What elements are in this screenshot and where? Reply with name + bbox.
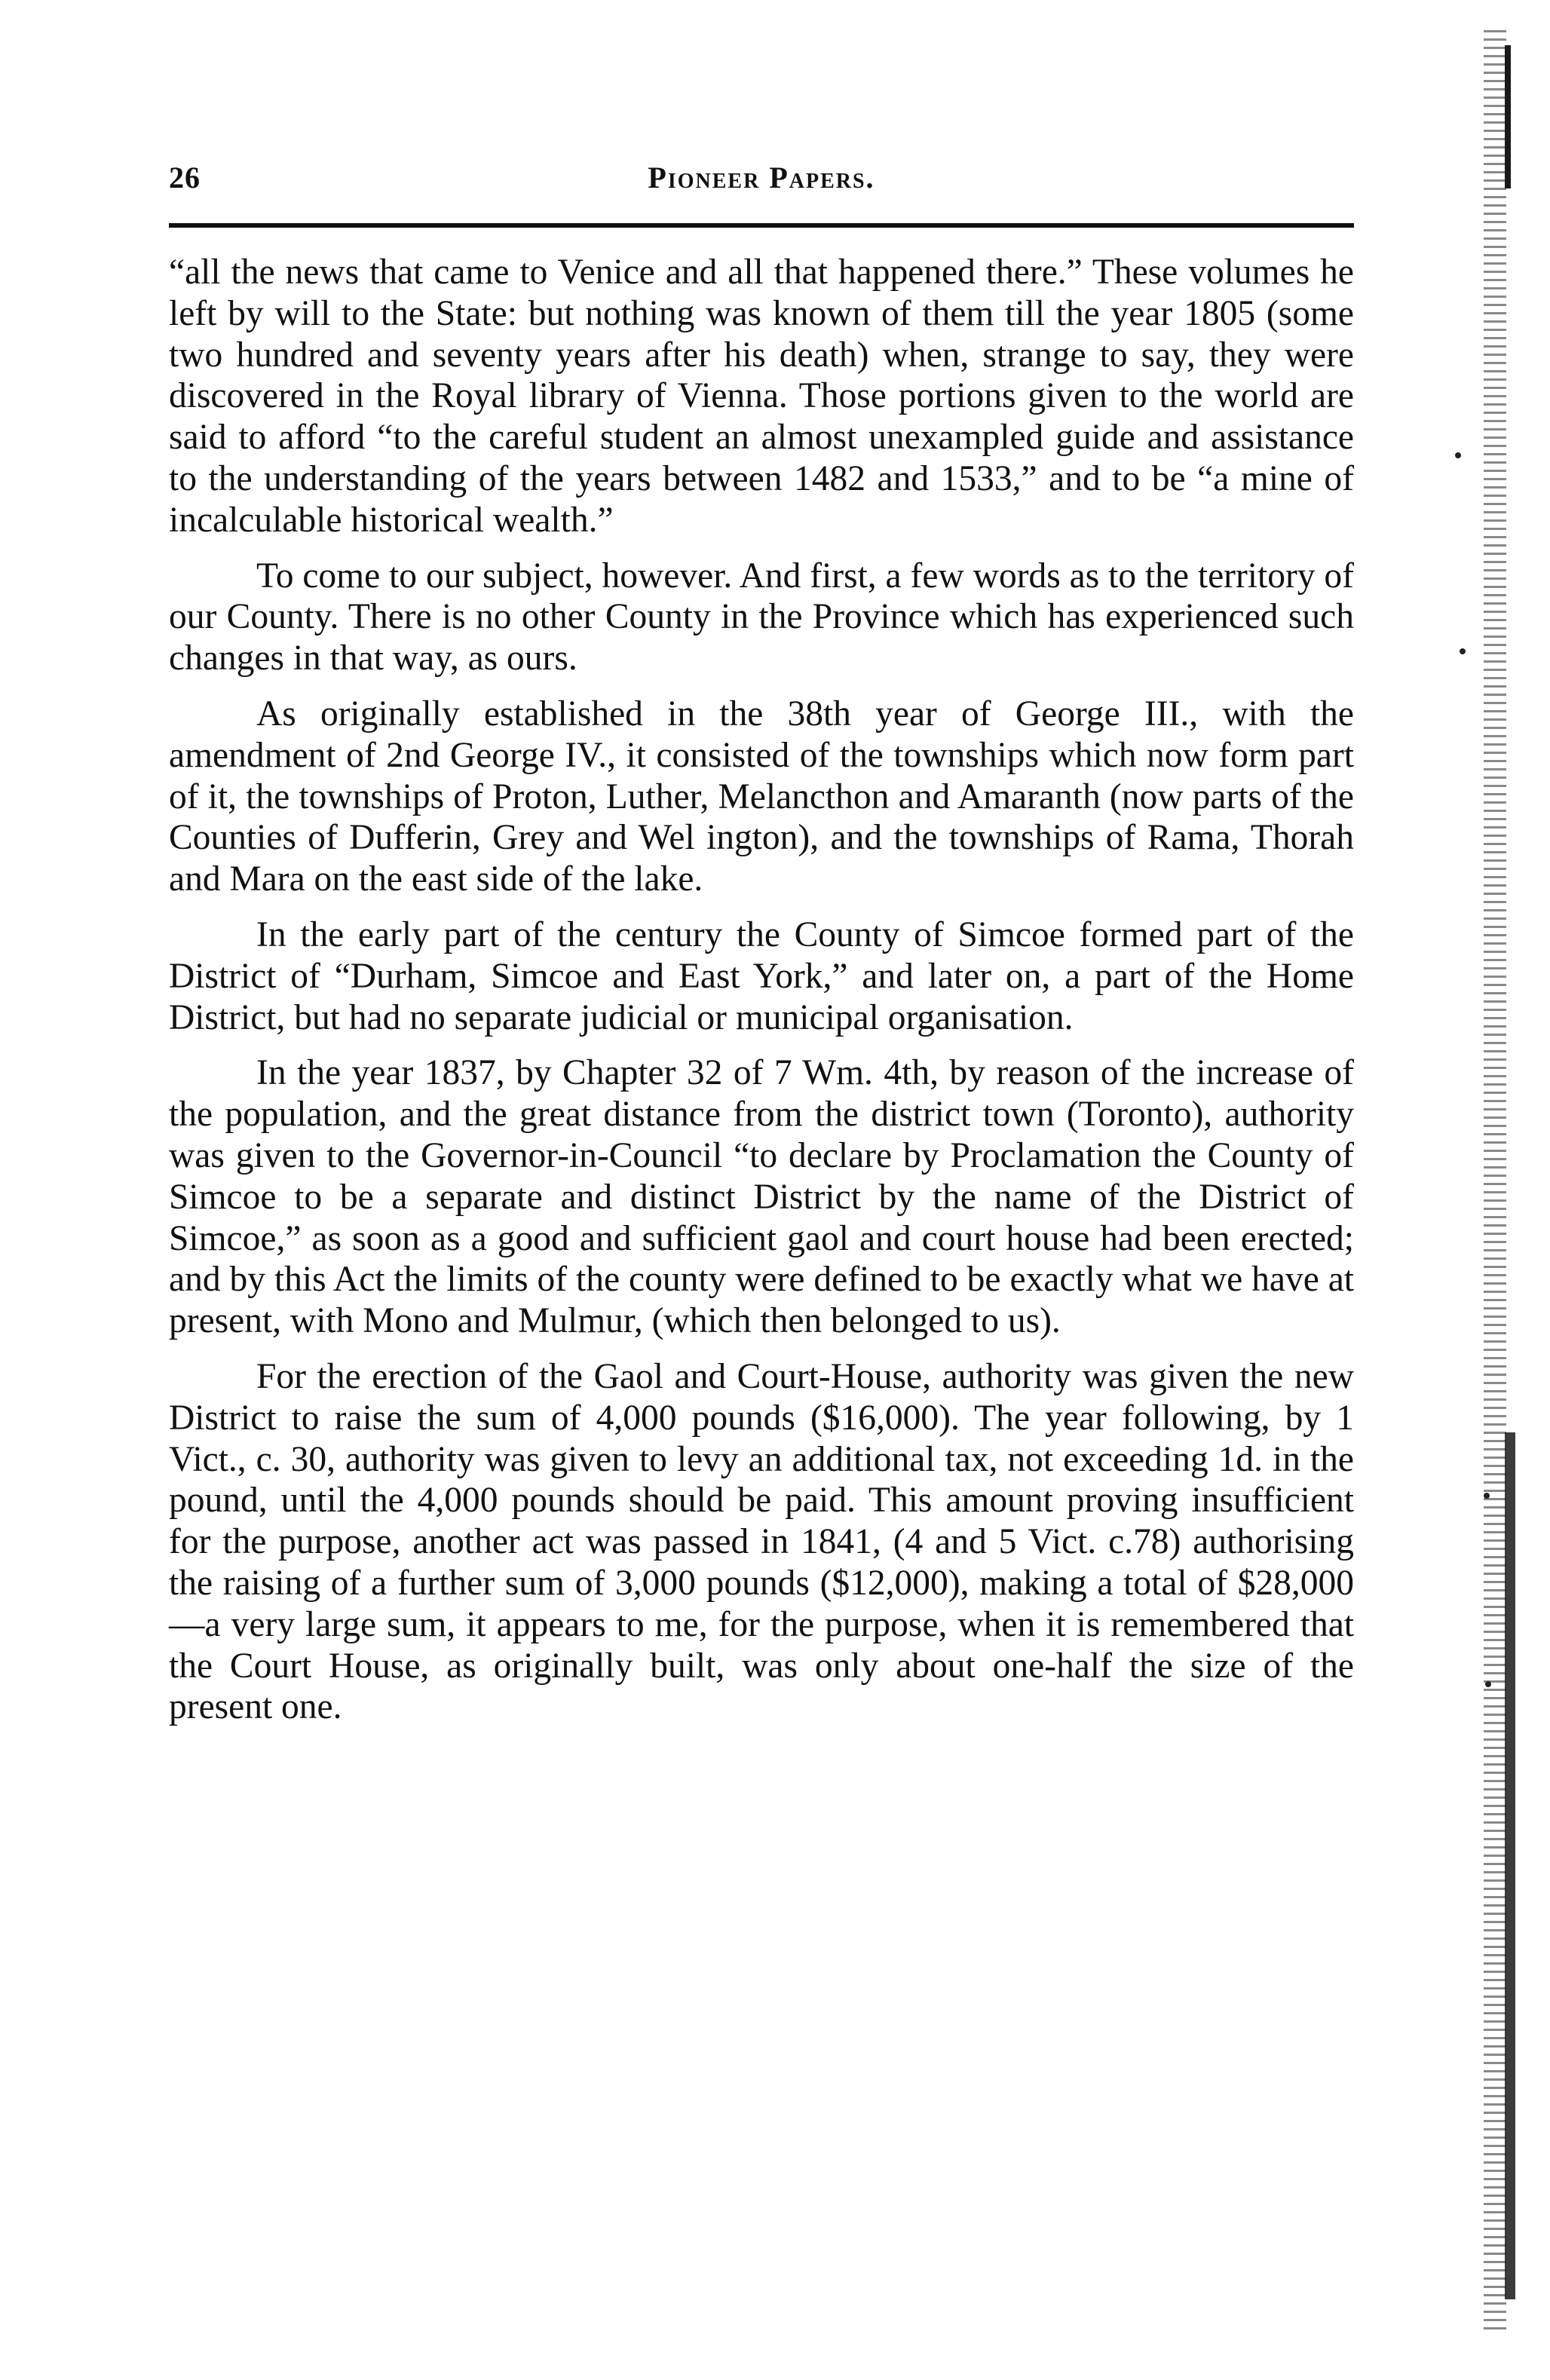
paragraph-6: For the erection of the Gaol and Court-House, authority was given the new District to raise the sum of 4,000 pounds ($16,000). The year following, by 1 Vict., c. 30, authority was given to levy an additional tax, not exceeding 1d. in the pound, until the 4,000 pounds should be paid. This amount proving insufficient for the purpose, another act was passed in 1841, (4 and 5 Vict. c.78) authorising the raising of a further sum of 3,000 pounds ($12,000), making a total of $28,000—a very large sum, it appears to me, for the purpose, when it is remembered that the Court House, as originally built, was only about one-half the size of the present one. — [169, 1356, 1354, 1727]
page-body — [169, 252, 1354, 1728]
paragraph-4: In the early part of the century the County of Simcoe formed part of the District of “Durham, Simcoe and East York,” and later on, a part of the Home District, but had no separate judicial or municipal organisation. — [169, 914, 1354, 1037]
scan-speck — [1455, 452, 1461, 458]
page-number: 26 — [169, 161, 201, 195]
header-rule — [169, 223, 1354, 228]
paragraph-5: In the year 1837, by Chapter 32 of 7 Wm. 4th, by reason of the increase of the population, and the great distance from the district town (Toronto), authority was given to the Governor-in-Council “to declare by Proclamation the County of Simcoe to be a separate and distinct District by the name of the District of Simcoe,” as soon as a good and sufficient gaol and court house had been erected; and by this Act the limits of the county were defined to be exactly what we have at present, with Mono and Mulmur, (which then belonged to us). — [169, 1053, 1354, 1341]
paragraph-1: “all the news that came to Venice and all that happened there.” These volumes he left by will to the State: but nothing was known of them till the year 1805 (some two hundred and seventy years after his death) when, strange to say, they were discovered in the Royal library of Vienna. Those portions given to the world are said to afford “to the careful student an almost unexampled guide and assistance to the understanding of the years between 1482 and 1533,” and to be “a mine of incalculable historical wealth.” — [169, 253, 1354, 540]
scan-edge-dark-band — [1505, 1432, 1515, 2299]
running-head: Pioneer Papers. — [648, 161, 875, 195]
scan-speck — [1460, 648, 1466, 654]
scan-speck — [1484, 1493, 1490, 1499]
paragraph-2: To come to our subject, however. And first, a few words as to the territory of our County. There is no other County in the Province which has experienced such changes in that way, as ours. — [169, 556, 1354, 678]
scan-speck — [1485, 1681, 1491, 1687]
paragraph-3: As originally established in the 38th year of George III., with the amendment of 2nd George IV., it consisted of the townships which now form part of it, the townships of Proton, Luther, Melancthon and Amaranth (now parts of the Counties of Dufferin, Grey and Wel ington), and the townships of Rama, Thorah and Mara on the east side of the lake. — [169, 694, 1354, 899]
scan-edge-top-mark — [1505, 45, 1511, 188]
page-header — [169, 160, 1354, 205]
scan-edge-shadow — [1484, 30, 1506, 2329]
